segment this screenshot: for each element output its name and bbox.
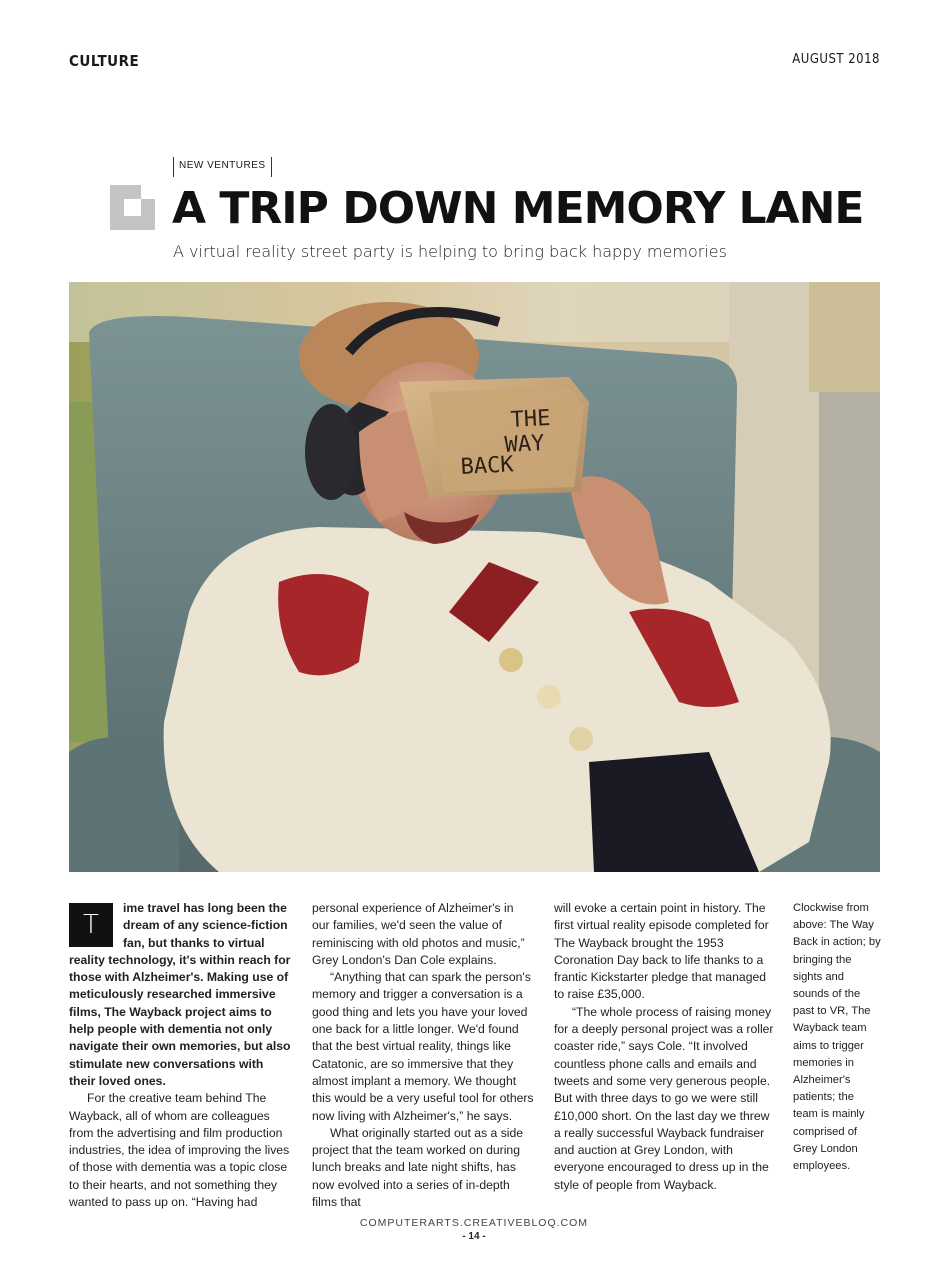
hero-photo xyxy=(69,282,880,872)
article-title: A TRIP DOWN MEMORY LANE xyxy=(172,183,864,234)
body-paragraph: will evoke a certain point in history. The first virtual reality episode completed for The Wayback brought the 1953 Coronation Day back to life thanks to a frantic Kickstarter pledge that managed to raise £35,000. xyxy=(554,901,769,1002)
section-label: CULTURE xyxy=(69,52,140,70)
footer-url: COMPUTERARTS.CREATIVEBLOQ.COM xyxy=(359,1217,589,1229)
article-kicker: NEW VENTURES xyxy=(173,157,272,177)
title-decoration-icon xyxy=(110,185,155,230)
body-paragraph: “Anything that can spark the person's memory and trigger a conversation is a good thing and lets you have your loved one back for a little longer. We'd found that the best virtual reality, things like Catatonic, are so immersive that they almost implant a memory. We thought this would be a very useful tool for others now living with Alzheimer's,” he says. xyxy=(312,970,534,1123)
body-column-3 xyxy=(554,900,776,1194)
headset-label-back: BACK xyxy=(460,452,515,480)
issue-date: AUGUST 2018 xyxy=(792,52,880,67)
body-column-1 xyxy=(69,900,291,1211)
headset-label-the: THE xyxy=(510,405,552,433)
body-paragraph: For the creative team behind The Wayback, all of whom are colleagues from the advertising and film production industries, the idea of improving the lives of those with dementia was a topic close to their hearts, and not something they wanted to pass up on. “Having had xyxy=(69,1091,290,1210)
body-paragraph: “The whole process of raising money for a deeply personal project was a roller coaster ride,” says Cole. “It involved countless phone calls and emails and tweets and some very generous people. But with three days to go we were still £10,000 short. On the last day we threw a really successful Wayback fundraiser and auction at Grey London, with everyone encouraged to dress up in the style of people from Wayback. xyxy=(554,1004,774,1192)
body-column-2 xyxy=(312,900,534,1211)
drop-cap: T xyxy=(69,903,113,947)
headset-label-way: WAY xyxy=(504,430,546,458)
photo-caption: Clockwise from above: The Way Back in action; by bringing the sights and sounds of the past to VR, The Wayback team aims to trigger memories in Alzheimer's patients; the team is mainly comprised of Grey London employees. xyxy=(793,902,881,1173)
article-subtitle: A virtual reality street party is helping to bring back happy memories xyxy=(173,242,727,261)
body-paragraph: What originally started out as a side project that the team worked on during lunch breaks and late night shifts, has now evolved into a series of in-depth films that xyxy=(312,1125,524,1210)
page-number: - 14 - xyxy=(462,1231,486,1242)
vr-headset xyxy=(399,377,589,497)
lede-paragraph: ime travel has long been the dream of any science-fiction fan, but thanks to virtual reality technology, it's within reach for those with Alzheimer's. Making use of meticulously researched immersive films, The Wayback project aims to help people with dementia not only navigate their own memories, but also stimulate new conversations with their loved ones. xyxy=(69,901,291,1088)
body-paragraph: personal experience of Alzheimer's in our families, we'd seen the value of reminiscing with old photos and music,” Grey London's Dan Cole explains. xyxy=(312,901,525,967)
